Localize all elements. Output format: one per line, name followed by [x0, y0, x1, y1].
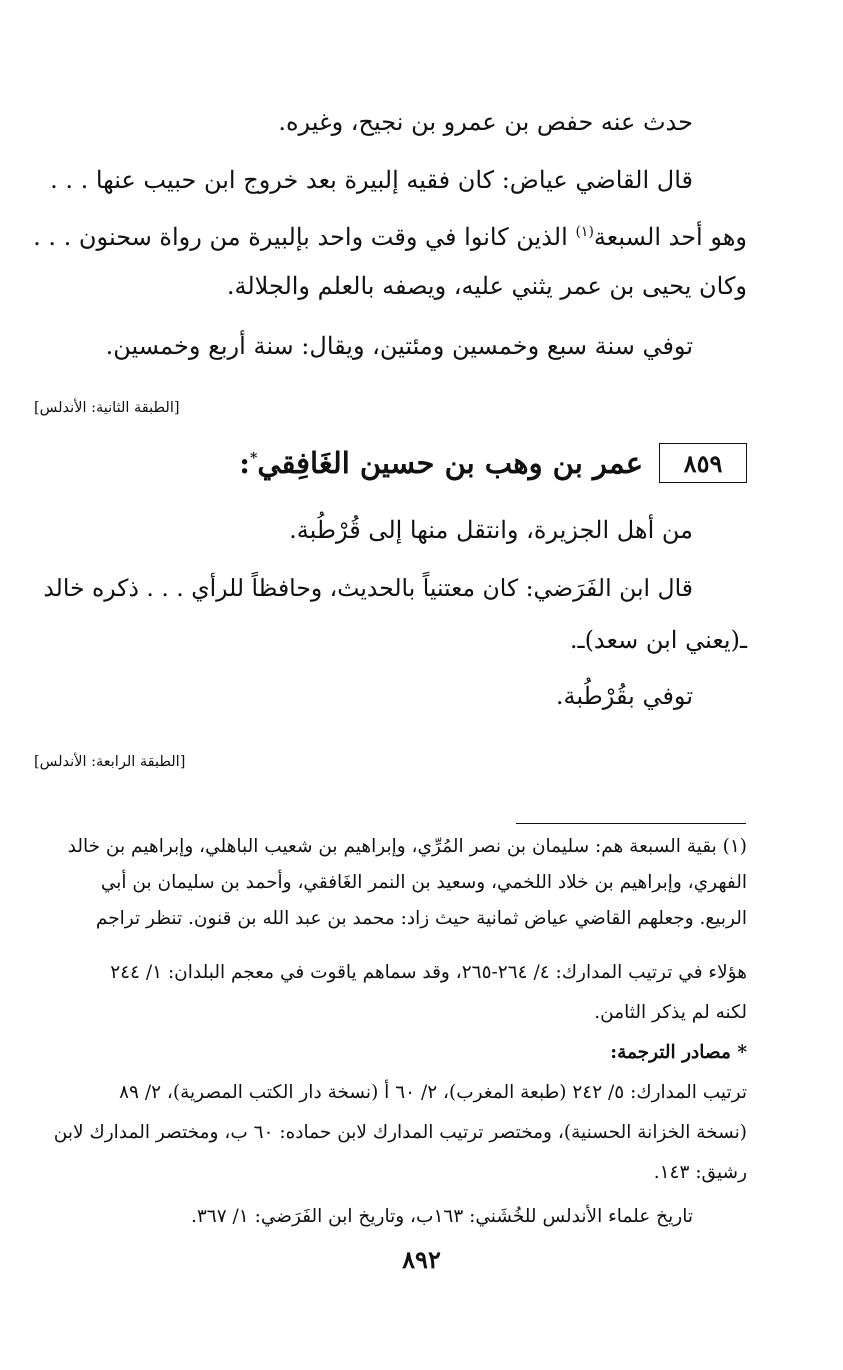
source-line: تاريخ علماء الأندلس للخُشَني: ١٦٣ب، وتاريخ ابن الفَرَضي: ١/ ٣٦٧. [190, 1206, 693, 1227]
entry-title-text: عمر بن وهب بن حسين الغَافِقي [257, 446, 643, 480]
source-line: ترتيب المدارك: ٥/ ٢٤٢ (طبعة المغرب)، ٢/ ٦٠ أ (نسخة دار الكتب المصرية)، ٢/ ٨٩ [119, 1082, 747, 1103]
category-tag: [الطبقة الثانية: الأندلس] [34, 400, 180, 416]
entry-heading [239, 438, 747, 488]
text-line: توفي سنة سبع وخمسين ومئتين، ويقال: سنة أربع وخمسين. [105, 332, 693, 360]
entry-number: ٨٥٩ [659, 443, 747, 483]
text-line: وكان يحيى بن عمر يثني عليه، ويصفه بالعلم والجلالة. [226, 272, 747, 300]
source-line: (نسخة الخزانة الحسنية)، ومختصر ترتيب المدارك لابن حماده: ٦٠ ب، ومختصر المدارك لابن [53, 1122, 747, 1143]
footnote-line: الفهري، وإبراهيم بن خلاد اللخمي، وسعيد بن النمر الغَافقي، وأحمد بن سليمان بن أبي [100, 872, 747, 893]
sources-heading: * مصادر الترجمة: [610, 1042, 747, 1063]
page-number: ٨٩٢ [402, 1245, 441, 1274]
source-line: رشيق: ١٤٣. [653, 1162, 747, 1183]
text-line: حدث عنه حفص بن عمرو بن نجيح، وغيره. [278, 108, 693, 136]
footnote-line: لكنه لم يذكر الثامن. [594, 1002, 747, 1023]
source-star: * [250, 450, 258, 467]
text-line: ـ(يعني ابن سعد)ـ. [569, 626, 747, 654]
text-line: قال ابن الفَرَضي: كان معتنياً بالحديث، وحافظاً للرأي . . . ذكره خالد [43, 574, 693, 602]
text-line [33, 212, 747, 257]
text-line: من أهل الجزيرة، وانتقل منها إلى قُرْطُبة. [289, 516, 693, 544]
category-tag: [الطبقة الرابعة: الأندلس] [34, 754, 186, 770]
text-span: الذين كانوا في وقت واحد بإلبيرة من رواة سحنون . . . [33, 223, 568, 251]
footnote-line: (١) بقية السبعة هم: سليمان بن نصر المُرِّي، وإبراهيم بن شعيب الباهلي، وإبراهيم بن خالد [67, 836, 747, 857]
text-line: قال القاضي عياض: كان فقيه إلبيرة بعد خروج ابن حبيب عنها . . . [50, 166, 693, 194]
entry-title-colon: : [239, 446, 250, 480]
footnote-marker: (١) [575, 224, 594, 240]
entry-title [239, 446, 643, 480]
footnote-separator [516, 823, 746, 824]
footnote-line: الربيع. وجعلهم القاضي عياض ثمانية حيث زاد: محمد بن عبد الله بن قنون. تنظر تراجم [95, 908, 747, 929]
text-span: وهو أحد السبعة [593, 223, 747, 251]
text-line: توفي بقُرْطُبة. [555, 682, 693, 710]
footnote-line: هؤلاء في ترتيب المدارك: ٤/ ٢٦٤-٢٦٥، وقد سماهم ياقوت في معجم البلدان: ١/ ٢٤٤ [110, 962, 747, 983]
